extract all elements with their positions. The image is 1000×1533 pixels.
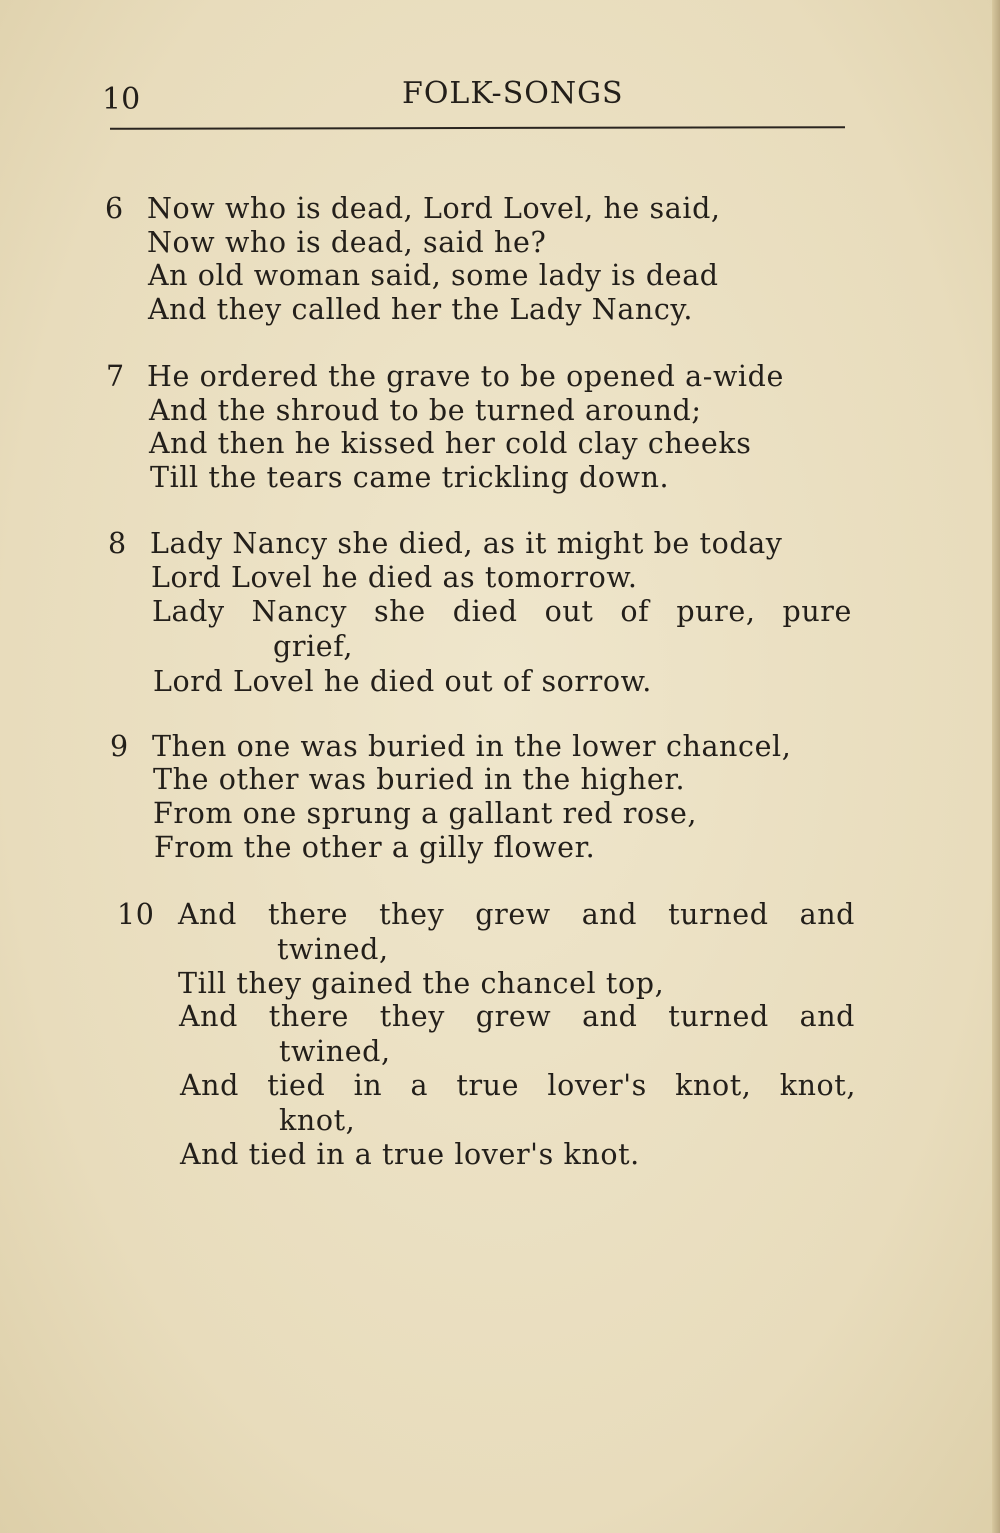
verse-line: From one sprung a gallant red rose,	[153, 797, 698, 830]
verse-line: And there they grew and turned and	[178, 898, 855, 931]
verse-line: Till they gained the chancel top,	[178, 967, 665, 1000]
verse-line-continuation: grief,	[273, 630, 354, 663]
verse-line: Now who is dead, Lord Lovel, he said,	[147, 192, 721, 225]
verse-line: And there they grew and turned and	[179, 1000, 855, 1033]
verse-line-continuation: knot,	[279, 1104, 356, 1137]
verse-line-continuation: twined,	[277, 933, 389, 966]
page-edge	[992, 0, 1000, 1533]
verse-line-continuation: twined,	[279, 1035, 391, 1068]
stanza-number: 9	[110, 730, 129, 763]
verse-line: He ordered the grave to be opened a-wide	[147, 360, 784, 393]
verse-line: An old woman said, some lady is dead	[148, 259, 719, 292]
stanza-number: 7	[106, 360, 125, 393]
verse-line: Lord Lovel he died as tomorrow.	[151, 561, 638, 594]
verse-line: Till the tears came trickling down.	[150, 461, 670, 494]
verse-line: And tied in a true lover's knot, knot,	[180, 1069, 856, 1102]
verse-line: And the shroud to be turned around;	[149, 394, 702, 427]
verse-line: Lord Lovel he died out of sorrow.	[153, 665, 652, 698]
verse-line: The other was buried in the higher.	[153, 763, 686, 796]
stanza-number: 8	[108, 527, 127, 560]
verse-line: And tied in a true lover's knot.	[180, 1138, 640, 1171]
verse-line: Now who is dead, said he?	[147, 226, 547, 259]
header-rule	[110, 126, 845, 130]
verse-line: And they called her the Lady Nancy.	[148, 293, 694, 326]
stanza-number: 10	[117, 898, 155, 931]
stanza-number: 6	[105, 192, 124, 225]
page-number: 10	[102, 82, 141, 117]
verse-line: And then he kissed her cold clay cheeks	[149, 427, 752, 460]
running-title: FOLK-SONGS	[402, 76, 624, 111]
verse-line: Then one was buried in the lower chancel,	[152, 730, 792, 763]
verse-line: Lady Nancy she died out of pure, pure	[152, 595, 852, 628]
verse-line: From the other a gilly flower.	[154, 831, 596, 864]
verse-line: Lady Nancy she died, as it might be today	[150, 527, 783, 560]
